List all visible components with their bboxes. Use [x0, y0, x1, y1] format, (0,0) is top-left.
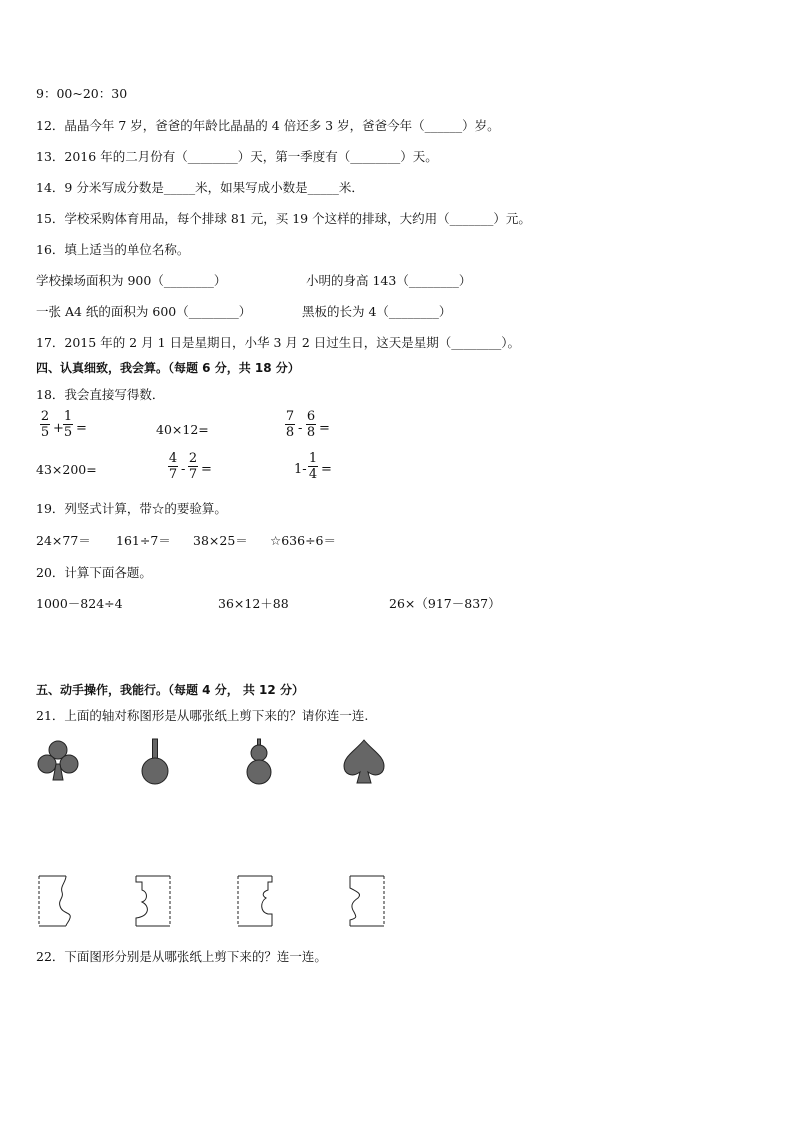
equals-sign: =: [76, 421, 87, 436]
fraction-7-8: 7 8: [285, 409, 295, 440]
paper-piece-3: [234, 874, 278, 928]
fraction-2-5: 2 5: [40, 409, 50, 440]
question-21: 21．上面的轴对称图形是从哪张纸上剪下来的？请你连一连.: [36, 708, 369, 723]
one-minus: 1-: [294, 462, 307, 477]
expr-24x77: 24×77＝: [36, 533, 91, 548]
expr-38x25: 38×25＝: [193, 533, 248, 548]
fraction-4-7: 4 7: [168, 451, 178, 482]
paper-piece-4: [344, 874, 388, 928]
expr-1000-824div4: 1000－824÷4: [36, 596, 123, 611]
spade-shape-icon: [342, 738, 386, 786]
keyhole-shape-icon: [140, 738, 170, 786]
paper-piece-1: [36, 874, 80, 928]
expr-636div6: ☆636÷6＝: [270, 533, 336, 548]
fraction-2-7: 2 7: [188, 451, 198, 482]
question-14: 14．9 分米写成分数是_____米，如果写成小数是_____米．: [36, 180, 364, 195]
expr-161div7: 161÷7＝: [116, 533, 171, 548]
expr-36x12-plus-88: 36×12＋88: [218, 596, 289, 611]
question-18: 18．我会直接写得数．: [36, 387, 165, 402]
fraction-1-5: 1 5: [63, 409, 73, 440]
equals-sign: =: [201, 462, 212, 477]
equals-sign: =: [319, 421, 330, 436]
equals-sign: =: [321, 462, 332, 477]
club-shape-icon: [36, 740, 80, 784]
expr-26x-917-837: 26×（917－837）: [389, 596, 501, 611]
minus-sign: -: [298, 421, 303, 436]
question-16: 16．填上适当的单位名称。: [36, 242, 190, 257]
question-16d: 黑板的长为 4（________）: [302, 304, 452, 319]
paper-piece-2: [130, 874, 174, 928]
fraction-6-8: 6 8: [306, 409, 316, 440]
section-4-heading: 四、认真细致，我会算。（每题 6 分，共 18 分）: [36, 361, 300, 375]
plus-sign: +: [53, 421, 64, 436]
question-19: 19．列竖式计算，带☆的要验算。: [36, 501, 227, 516]
question-16a: 学校操场面积为 900（________）: [36, 273, 227, 288]
line-time: 9：00~20：30: [36, 86, 128, 101]
expr-40x12: 40×12=: [156, 422, 209, 437]
question-13: 13．2016 年的二月份有（________）天，第一季度有（________）天。: [36, 149, 438, 164]
expr-43x200: 43×200=: [36, 462, 97, 477]
minus-sign: -: [181, 462, 186, 477]
question-16b: 小明的身高 143（________）: [306, 273, 472, 288]
fraction-1-4: 1 4: [308, 451, 318, 482]
question-20: 20．计算下面各题。: [36, 565, 152, 580]
question-15: 15．学校采购体育用品，每个排球 81 元，买 19 个这样的排球，大约用（_______）元。: [36, 211, 531, 226]
question-17: 17．2015 年的 2 月 1 日是星期日，小华 3 月 2 日过生日，这天是星期（________）。: [36, 335, 521, 350]
section-5-heading: 五、动手操作，我能行。（每题 4 分， 共 12 分）: [36, 683, 304, 697]
question-22: 22．下面图形分别是从哪张纸上剪下来的？连一连。: [36, 949, 327, 964]
question-16c: 一张 A4 纸的面积为 600（________）: [36, 304, 252, 319]
question-12: 12．晶晶今年 7 岁，爸爸的年龄比晶晶的 4 倍还多 3 岁，爸爸今年（______）岁。: [36, 118, 500, 133]
gourd-shape-icon: [244, 738, 274, 786]
